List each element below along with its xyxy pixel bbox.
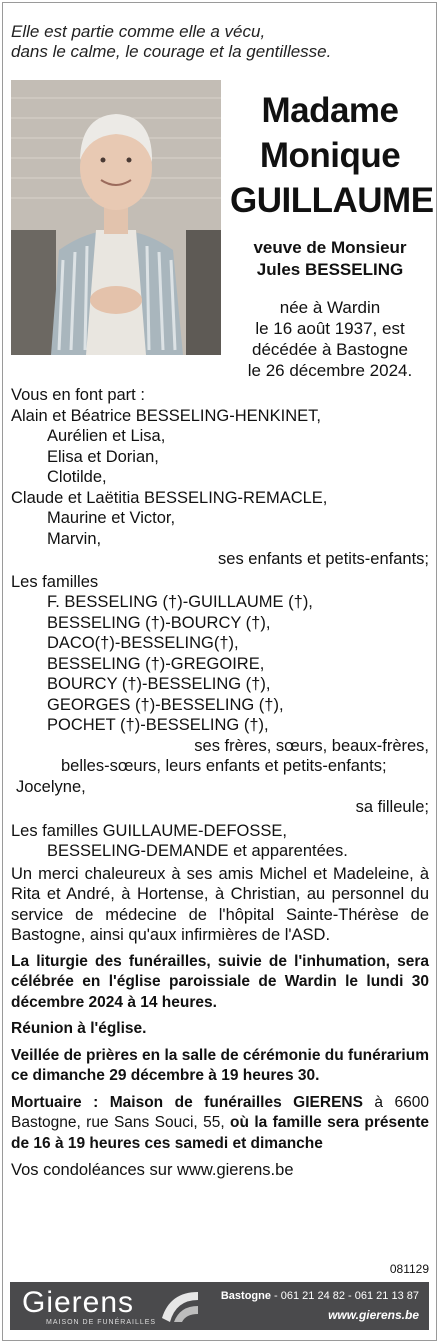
family-intro: Vous en font part : xyxy=(11,386,145,404)
family-line: GEORGES (†)-BESSELING (†), xyxy=(47,695,284,714)
phone-numbers: - 061 21 24 82 - 061 21 13 87 xyxy=(270,1290,419,1302)
family-line: BESSELING (†)-BOURCY (†), xyxy=(47,613,271,632)
website-link[interactable]: www.gierens.be xyxy=(328,1308,419,1322)
logo-subtitle: MAISON DE FUNÉRAILLES xyxy=(46,1319,157,1326)
widow-of xyxy=(230,237,430,281)
family-line: Aurélien et Lisa, xyxy=(47,427,166,445)
family-line: Les familles GUILLAUME-DEFOSSE, xyxy=(11,821,287,840)
portrait-illustration xyxy=(11,80,221,355)
first-name: Monique xyxy=(259,136,401,175)
contact-phones xyxy=(221,1290,419,1302)
family-line: Maurine et Victor, xyxy=(47,509,176,527)
born-line: décédée à Bastogne xyxy=(252,340,408,359)
family-line: Elisa et Dorian, xyxy=(47,447,159,466)
portrait-photo xyxy=(11,80,221,355)
family-line: F. BESSELING (†)-GUILLAUME (†), xyxy=(47,593,313,611)
family-relation: sa filleule; xyxy=(355,798,429,816)
family-relation: ses frères, sœurs, beaux-frères, xyxy=(194,736,429,755)
reference-code: 081129 xyxy=(389,1262,429,1276)
mortuary-presence: où la famille sera présente de 16 à 19 heures ces samedi et dimanche xyxy=(11,1114,429,1152)
mortuary-address: à 6600 Bastogne, rue Sans Souci, 55, xyxy=(11,1093,430,1131)
notice-body xyxy=(11,385,429,1181)
family-line: Alain et Béatrice BESSELING-HENKINET, xyxy=(11,406,321,425)
family-line: Claude et Laëtitia BESSELING-REMACLE, xyxy=(11,488,328,507)
born-line: le 16 août 1937, est xyxy=(255,319,405,338)
family-line: BESSELING (†)-GREGOIRE, xyxy=(47,654,265,673)
born-line: née à Wardin xyxy=(279,298,381,317)
contact-city: Bastogne xyxy=(220,1290,271,1302)
family-line: BOURCY (†)-BESSELING (†), xyxy=(47,675,271,693)
mortuary-paragraph xyxy=(11,1093,429,1155)
widow-line: Jules BESSELING xyxy=(256,260,404,279)
family-line: Clotilde, xyxy=(47,468,107,486)
family-relation: ses enfants et petits-enfants; xyxy=(218,550,429,568)
name-title: Madame xyxy=(261,91,399,130)
condolences-line: Vos condoléances sur www.gierens.be xyxy=(11,1161,294,1179)
vigil-paragraph: Veillée de prières en la salle de cérémonie du funérarium ce dimanche 29 décembre à 19 heures 30. xyxy=(11,1046,429,1084)
family-relation: belles-sœurs, leurs enfants et petits-enfants; xyxy=(61,757,387,775)
logo-mark-icon xyxy=(158,1288,202,1326)
funeral-home-logo: Gierens xyxy=(22,1286,135,1319)
mortuary-label: Mortuaire : Maison de funérailles GIERENS xyxy=(11,1093,363,1111)
widow-line: veuve de Monsieur xyxy=(253,238,407,257)
meeting-line: Réunion à l'église. xyxy=(11,1020,147,1037)
born-line: le 26 décembre 2024. xyxy=(247,361,413,380)
family-line: BESSELING-DEMANDE et apparentées. xyxy=(47,842,348,860)
birth-death-info xyxy=(230,297,430,381)
epitaph-quote xyxy=(11,22,331,62)
quote-line: dans le calme, le courage et la gentillesse. xyxy=(11,42,332,61)
last-name: GUILLAUME xyxy=(230,181,434,220)
family-line: Les familles xyxy=(11,572,99,591)
family-line: POCHET (†)-BESSELING (†), xyxy=(47,716,269,734)
funeral-home-footer xyxy=(10,1282,429,1330)
family-line: Marvin, xyxy=(47,529,102,548)
family-line: DACO(†)-BESSELING(†), xyxy=(47,634,239,652)
family-line: Jocelyne, xyxy=(16,777,86,796)
quote-line: Elle est partie comme elle a vécu, xyxy=(11,22,266,41)
ceremony-paragraph: La liturgie des funérailles, suivie de l'inhumation, sera célébrée en l'église paroissiale de Wardin le lundi 30 décembre 2024 à 14 heures. xyxy=(11,952,429,1011)
thanks-paragraph: Un merci chaleureux à ses amis Michel et Madeleine, à Rita et André, à Hortense, à Christian, au personnel du service de médecine de l'hôpital Sainte-Thérèse de Bastogne, ainsi qu'aux infirmières de l'ASD. xyxy=(11,864,429,944)
deceased-name xyxy=(230,88,434,223)
